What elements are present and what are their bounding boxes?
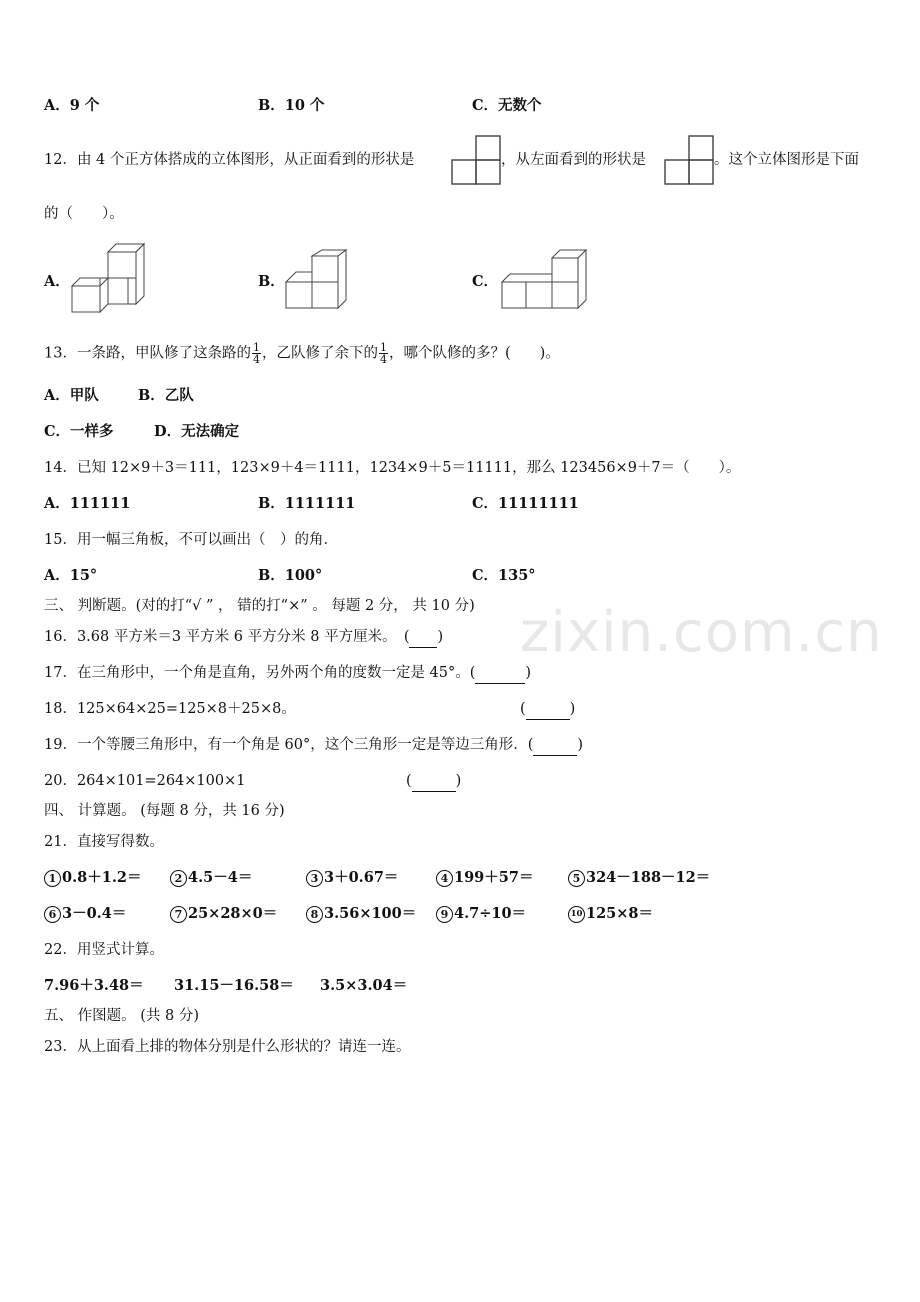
watermark: zixin.com.cn	[520, 600, 883, 665]
left-view-icon	[664, 135, 714, 185]
q22-item-3: 3.5×3.04＝	[320, 977, 408, 994]
q21-expression: 25×28×0＝	[188, 905, 278, 922]
q22-title: 22．用竖式计算。	[44, 942, 164, 958]
fraction-numerator: 1	[379, 341, 387, 354]
circled-number: 9	[436, 906, 453, 923]
q21-item-6	[44, 904, 126, 924]
q12-option-a-label: A．	[44, 273, 70, 290]
q16-close-paren: )	[437, 629, 444, 645]
q14-option-c: C．11111111	[472, 495, 579, 512]
q21-expression: 0.8＋1.2＝	[62, 869, 142, 886]
q21-item-3	[306, 868, 398, 888]
q11-option-c: C．无数个	[472, 97, 542, 114]
q15-text: 15．用一幅三角板，不可以画出（ ）的角．	[44, 532, 338, 548]
q21-item-7	[170, 904, 277, 924]
q23-text: 23．从上面看上排的物体分别是什么形状的？请连一连。	[44, 1039, 411, 1055]
q21-item-2	[170, 868, 252, 888]
q13-text	[44, 342, 560, 365]
fraction-one-quarter	[379, 342, 388, 365]
q16-text	[44, 627, 443, 648]
q15-option-b: B．100°	[258, 567, 323, 584]
q12-text-3: 。这个立体图形是下面	[714, 152, 859, 168]
q13-text-3: ，哪个队修的多？( )。	[388, 345, 560, 362]
q20-text: 20．264×101=264×100×1	[44, 773, 246, 789]
q17-statement: 17．在三角形中，一个角是直角，另外两个角的度数一定是 45°。(	[44, 665, 476, 681]
q21-item-4	[436, 868, 533, 888]
q14-option-a: A．111111	[44, 495, 131, 512]
q13-option-c: C．一样多	[44, 423, 114, 440]
q15-option-a: A．15°	[44, 567, 98, 584]
q20-answer	[406, 771, 461, 792]
q17-close-paren: )	[525, 665, 532, 681]
q12-text-2: ，从左面看到的形状是	[501, 152, 646, 168]
q21-expression: 125×8＝	[586, 905, 654, 922]
q13-option-b: B．乙队	[138, 387, 194, 404]
q14-option-b: B．1111111	[258, 495, 356, 512]
q21-expression: 324－188－12＝	[586, 869, 711, 886]
q19-statement: 19．一个等腰三角形中，有一个角是 60°，这个三角形一定是等边三角形．(	[44, 737, 534, 753]
q21-item-9	[436, 904, 526, 924]
front-view-icon	[451, 135, 501, 185]
answer-blank[interactable]	[533, 735, 577, 756]
q13-text-1: 13．一条路，甲队修了这条路的	[44, 345, 251, 362]
q11-option-a: A．9 个	[44, 97, 100, 114]
q21-expression: 3＋0.67＝	[324, 869, 399, 886]
cube-figure-c-icon	[500, 248, 590, 312]
q18-close-paren: )	[569, 701, 576, 717]
q17-text	[44, 663, 531, 684]
q16-statement: 16．3.68 平方米＝3 平方米 6 平方分米 8 平方厘米。 (	[44, 629, 410, 645]
q20-open-paren: (	[406, 773, 412, 789]
q12-text-line2: 的（ ）。	[44, 206, 124, 222]
fraction-one-quarter	[252, 342, 261, 365]
q21-expression: 199＋57＝	[454, 869, 534, 886]
answer-blank[interactable]	[475, 663, 525, 684]
cube-figure-b-icon	[284, 248, 350, 312]
q19-text	[44, 735, 583, 756]
q12-text-1: 12．由 4 个正方体搭成的立体图形，从正面看到的形状是	[44, 152, 415, 168]
circled-number: 2	[170, 870, 187, 887]
q21-expression: 3.56×100＝	[324, 905, 417, 922]
circled-number: 6	[44, 906, 61, 923]
q21-item-8	[306, 904, 416, 924]
circled-number: 5	[568, 870, 585, 887]
circled-number: 10	[568, 906, 585, 923]
q22-item-2: 31.15－16.58＝	[174, 977, 294, 994]
q11-option-b: B．10 个	[258, 97, 325, 114]
section-4-heading: 四、 计算题。 (每题 8 分，共 16 分)	[44, 803, 285, 819]
q21-expression: 3－0.4＝	[62, 905, 127, 922]
q19-close-paren: )	[577, 737, 584, 753]
q21-title: 21．直接写得数。	[44, 834, 164, 850]
q21-item-10	[568, 904, 653, 924]
answer-blank[interactable]	[526, 699, 570, 720]
q21-expression: 4.7÷10＝	[454, 905, 527, 922]
q13-option-a: A．甲队	[44, 387, 99, 404]
q13-option-d: D．无法确定	[154, 423, 240, 440]
q18-text: 18．125×64×25=125×8＋25×8。	[44, 701, 296, 717]
q12-option-b-label: B．	[258, 273, 285, 290]
circled-number: 3	[306, 870, 323, 887]
q21-item-1	[44, 868, 141, 888]
circled-number: 7	[170, 906, 187, 923]
section-3-heading: 三、 判断题。(对的打“√ ” ， 错的打“×” 。 每题 2 分， 共 10 分)	[44, 598, 475, 614]
answer-blank[interactable]	[412, 771, 456, 792]
q21-expression: 4.5－4＝	[188, 869, 253, 886]
q18-answer	[520, 699, 575, 720]
fraction-numerator: 1	[252, 341, 260, 354]
q12-option-c-label: C．	[472, 273, 499, 290]
fraction-denominator: 4	[379, 353, 387, 366]
q21-item-5	[568, 868, 710, 888]
cube-figure-a-icon	[70, 242, 148, 314]
circled-number: 8	[306, 906, 323, 923]
fraction-denominator: 4	[252, 353, 260, 366]
q15-option-c: C．135°	[472, 567, 536, 584]
answer-blank[interactable]	[409, 627, 437, 648]
q20-close-paren: )	[455, 773, 462, 789]
q22-item-1: 7.96＋3.48＝	[44, 977, 144, 994]
circled-number: 1	[44, 870, 61, 887]
section-5-heading: 五、 作图题。 (共 8 分)	[44, 1008, 199, 1024]
q14-text: 14．已知 12×9＋3＝111，123×9＋4＝1111，1234×9＋5＝11111，那么 123456×9＋7＝（ ）。	[44, 460, 741, 476]
q13-text-2: ，乙队修了余下的	[261, 345, 378, 362]
circled-number: 4	[436, 870, 453, 887]
q18-open-paren: (	[520, 701, 526, 717]
